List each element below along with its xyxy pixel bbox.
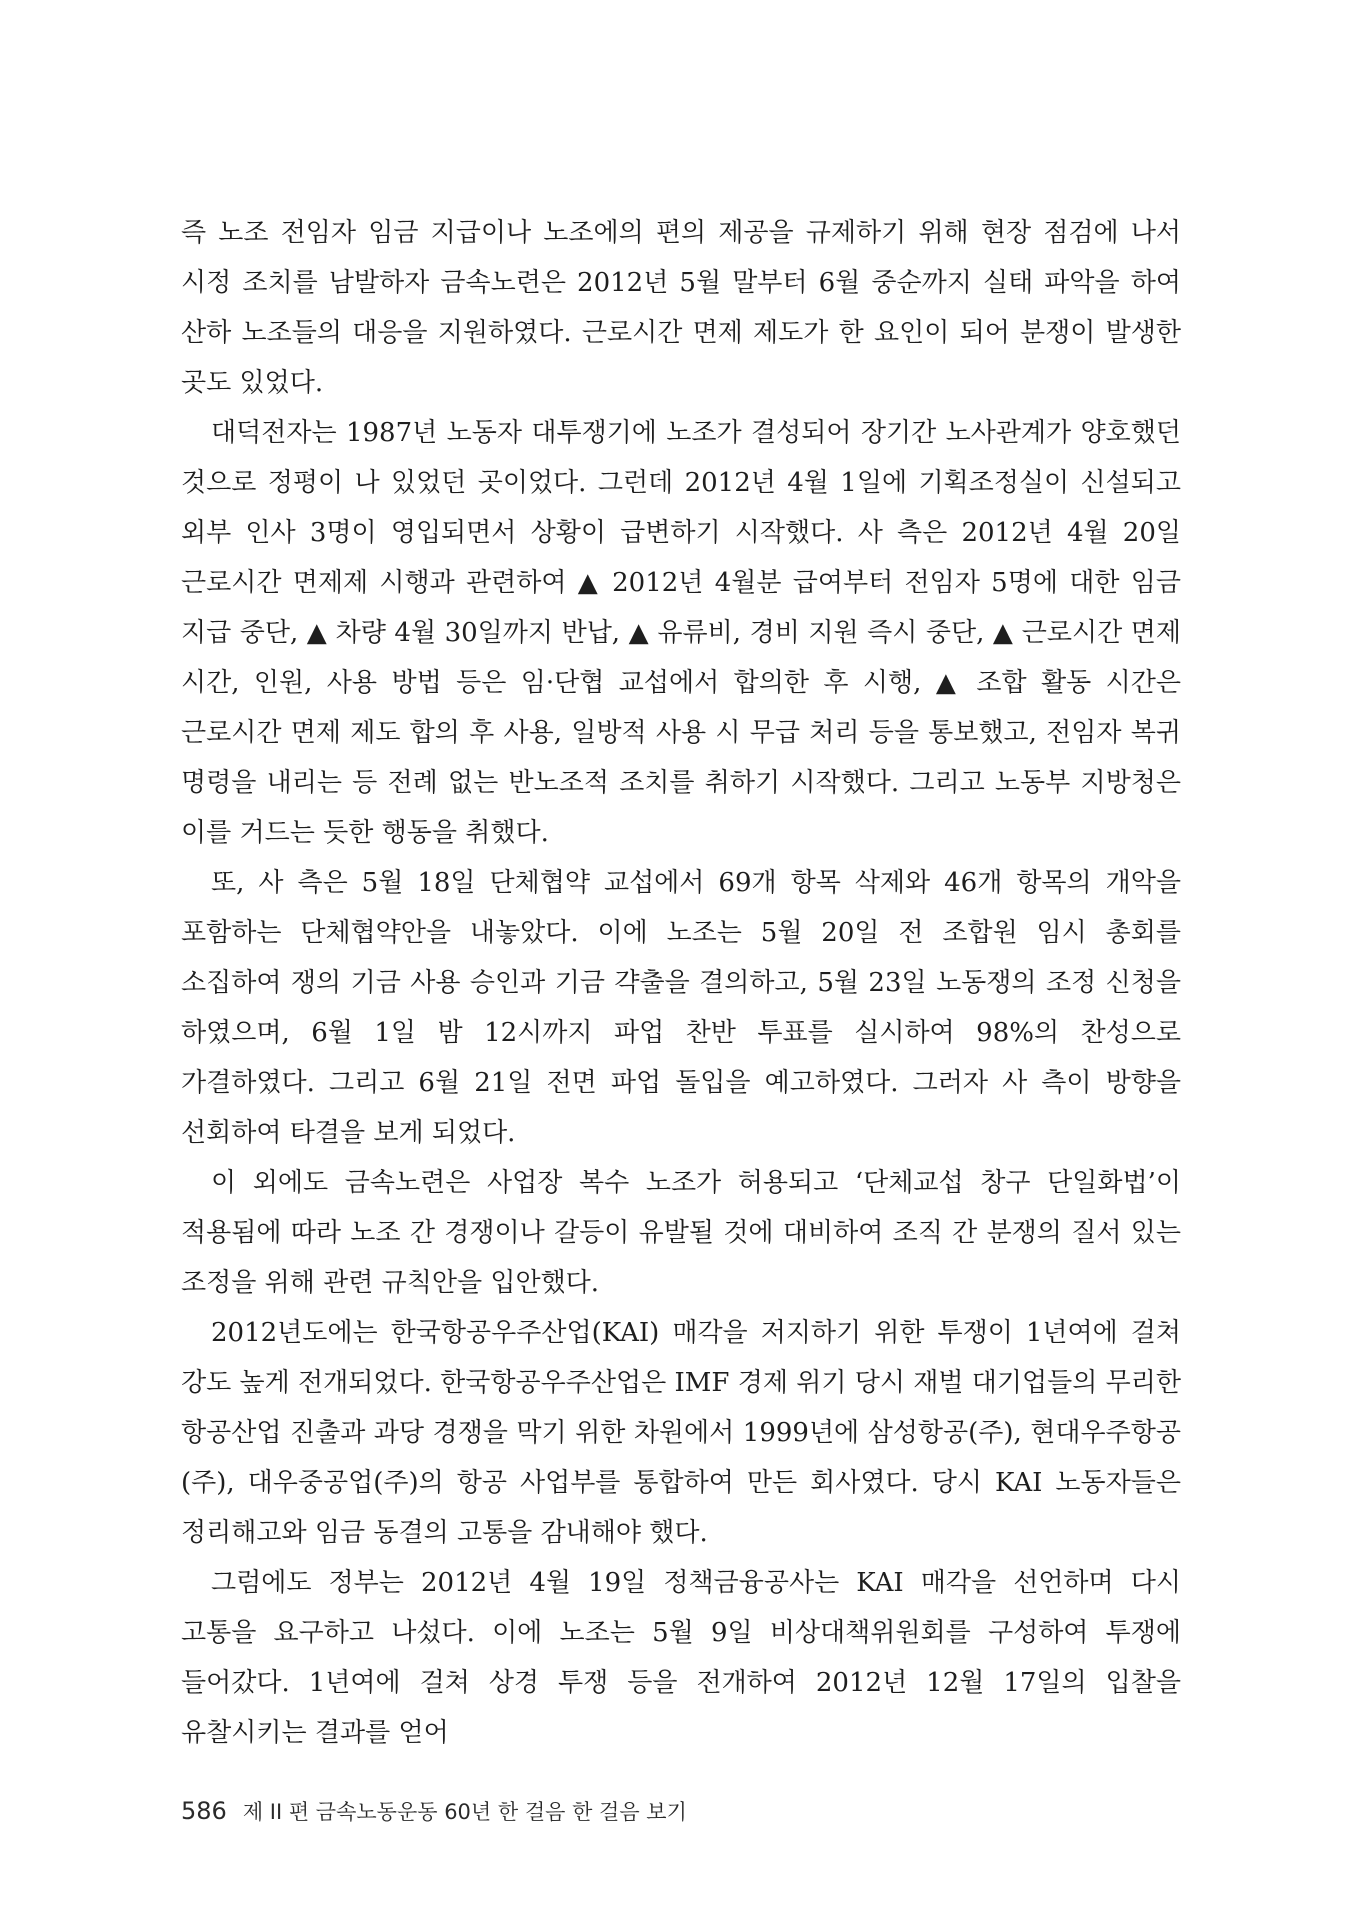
paragraph-5: 2012년도에는 한국항공우주산업(KAI) 매각을 저지하기 위한 투쟁이 1년여에 걸쳐 강도 높게 전개되었다. 한국항공우주산업은 IMF 경제 위기 당시 재벌 대기업들의 무리한 항공산업 진출과 과당 경쟁을 막기 위한 차원에서 1999년에 삼성항공(주), 현대우주항공(주), 대우중공업(주)의 항공 사업부를 통합하여 만든 회사였다. 당시 KAI 노동자들은 정리해고와 임금 동결의 고통을 감내해야 했다. — [181, 1318, 1181, 1548]
paragraph-6: 그럼에도 정부는 2012년 4월 19일 정책금융공사는 KAI 매각을 선언하며 다시 고통을 요구하고 나섰다. 이에 노조는 5월 9일 비상대책위원회를 구성하여 투쟁에 들어갔다. 1년여에 걸쳐 상경 투쟁 등을 전개하여 2012년 12월 17일의 입찰을 유찰시키는 결과를 얻어 — [181, 1568, 1181, 1748]
paragraph-3: 또, 사 측은 5월 18일 단체협약 교섭에서 69개 항목 삭제와 46개 항목의 개악을 포함하는 단체협약안을 내놓았다. 이에 노조는 5월 20일 전 조합원 임시 총회를 소집하여 쟁의 기금 사용 승인과 기금 갹출을 결의하고, 5월 23일 노동쟁의 조정 신청을 하였으며, 6월 1일 밤 12시까지 파업 찬반 투표를 실시하여 98%의 찬성으로 가결하였다. 그리고 6월 21일 전면 파업 돌입을 예고하였다. 그러자 사 측이 방향을 선회하여 타결을 보게 되었다. — [181, 868, 1181, 1148]
page-footer — [181, 1796, 687, 1830]
paragraph-1: 즉 노조 전임자 임금 지급이나 노조에의 편의 제공을 규제하기 위해 현장 점검에 나서 시정 조치를 남발하자 금속노련은 2012년 5월 말부터 6월 중순까지 실태 파악을 하여 산하 노조들의 대응을 지원하였다. 근로시간 면제 제도가 한 요인이 되어 분쟁이 발생한 곳도 있었다. — [181, 218, 1181, 398]
page-number: 586 — [181, 1797, 227, 1825]
paragraph-4: 이 외에도 금속노련은 사업장 복수 노조가 허용되고 ‘단체교섭 창구 단일화법’이 적용됨에 따라 노조 간 경쟁이나 갈등이 유발될 것에 대비하여 조직 간 분쟁의 질서 있는 조정을 위해 관련 규칙안을 입안했다. — [181, 1168, 1181, 1298]
body-text — [181, 208, 1181, 1758]
running-head: 제 II 편 금속노동운동 60년 한 걸음 한 걸음 보기 — [242, 1800, 687, 1824]
paragraph-2: 대덕전자는 1987년 노동자 대투쟁기에 노조가 결성되어 장기간 노사관계가 양호했던 것으로 정평이 나 있었던 곳이었다. 그런데 2012년 4월 1일에 기획조정실이 신설되고 외부 인사 3명이 영입되면서 상황이 급변하기 시작했다. 사 측은 2012년 4월 20일 근로시간 면제제 시행과 관련하여 ▲ 2012년 4월분 급여부터 전임자 5명에 대한 임금 지급 중단, ▲ 차량 4월 30일까지 반납, ▲ 유류비, 경비 지원 즉시 중단, ▲ 근로시간 면제 시간, 인원, 사용 방법 등은 임·단협 교섭에서 합의한 후 시행, ▲ 조합 활동 시간은 근로시간 면제 제도 합의 후 사용, 일방적 사용 시 무급 처리 등을 통보했고, 전임자 복귀 명령을 내리는 등 전례 없는 반노조적 조치를 취하기 시작했다. 그리고 노동부 지방청은 이를 거드는 듯한 행동을 취했다. — [181, 418, 1181, 848]
